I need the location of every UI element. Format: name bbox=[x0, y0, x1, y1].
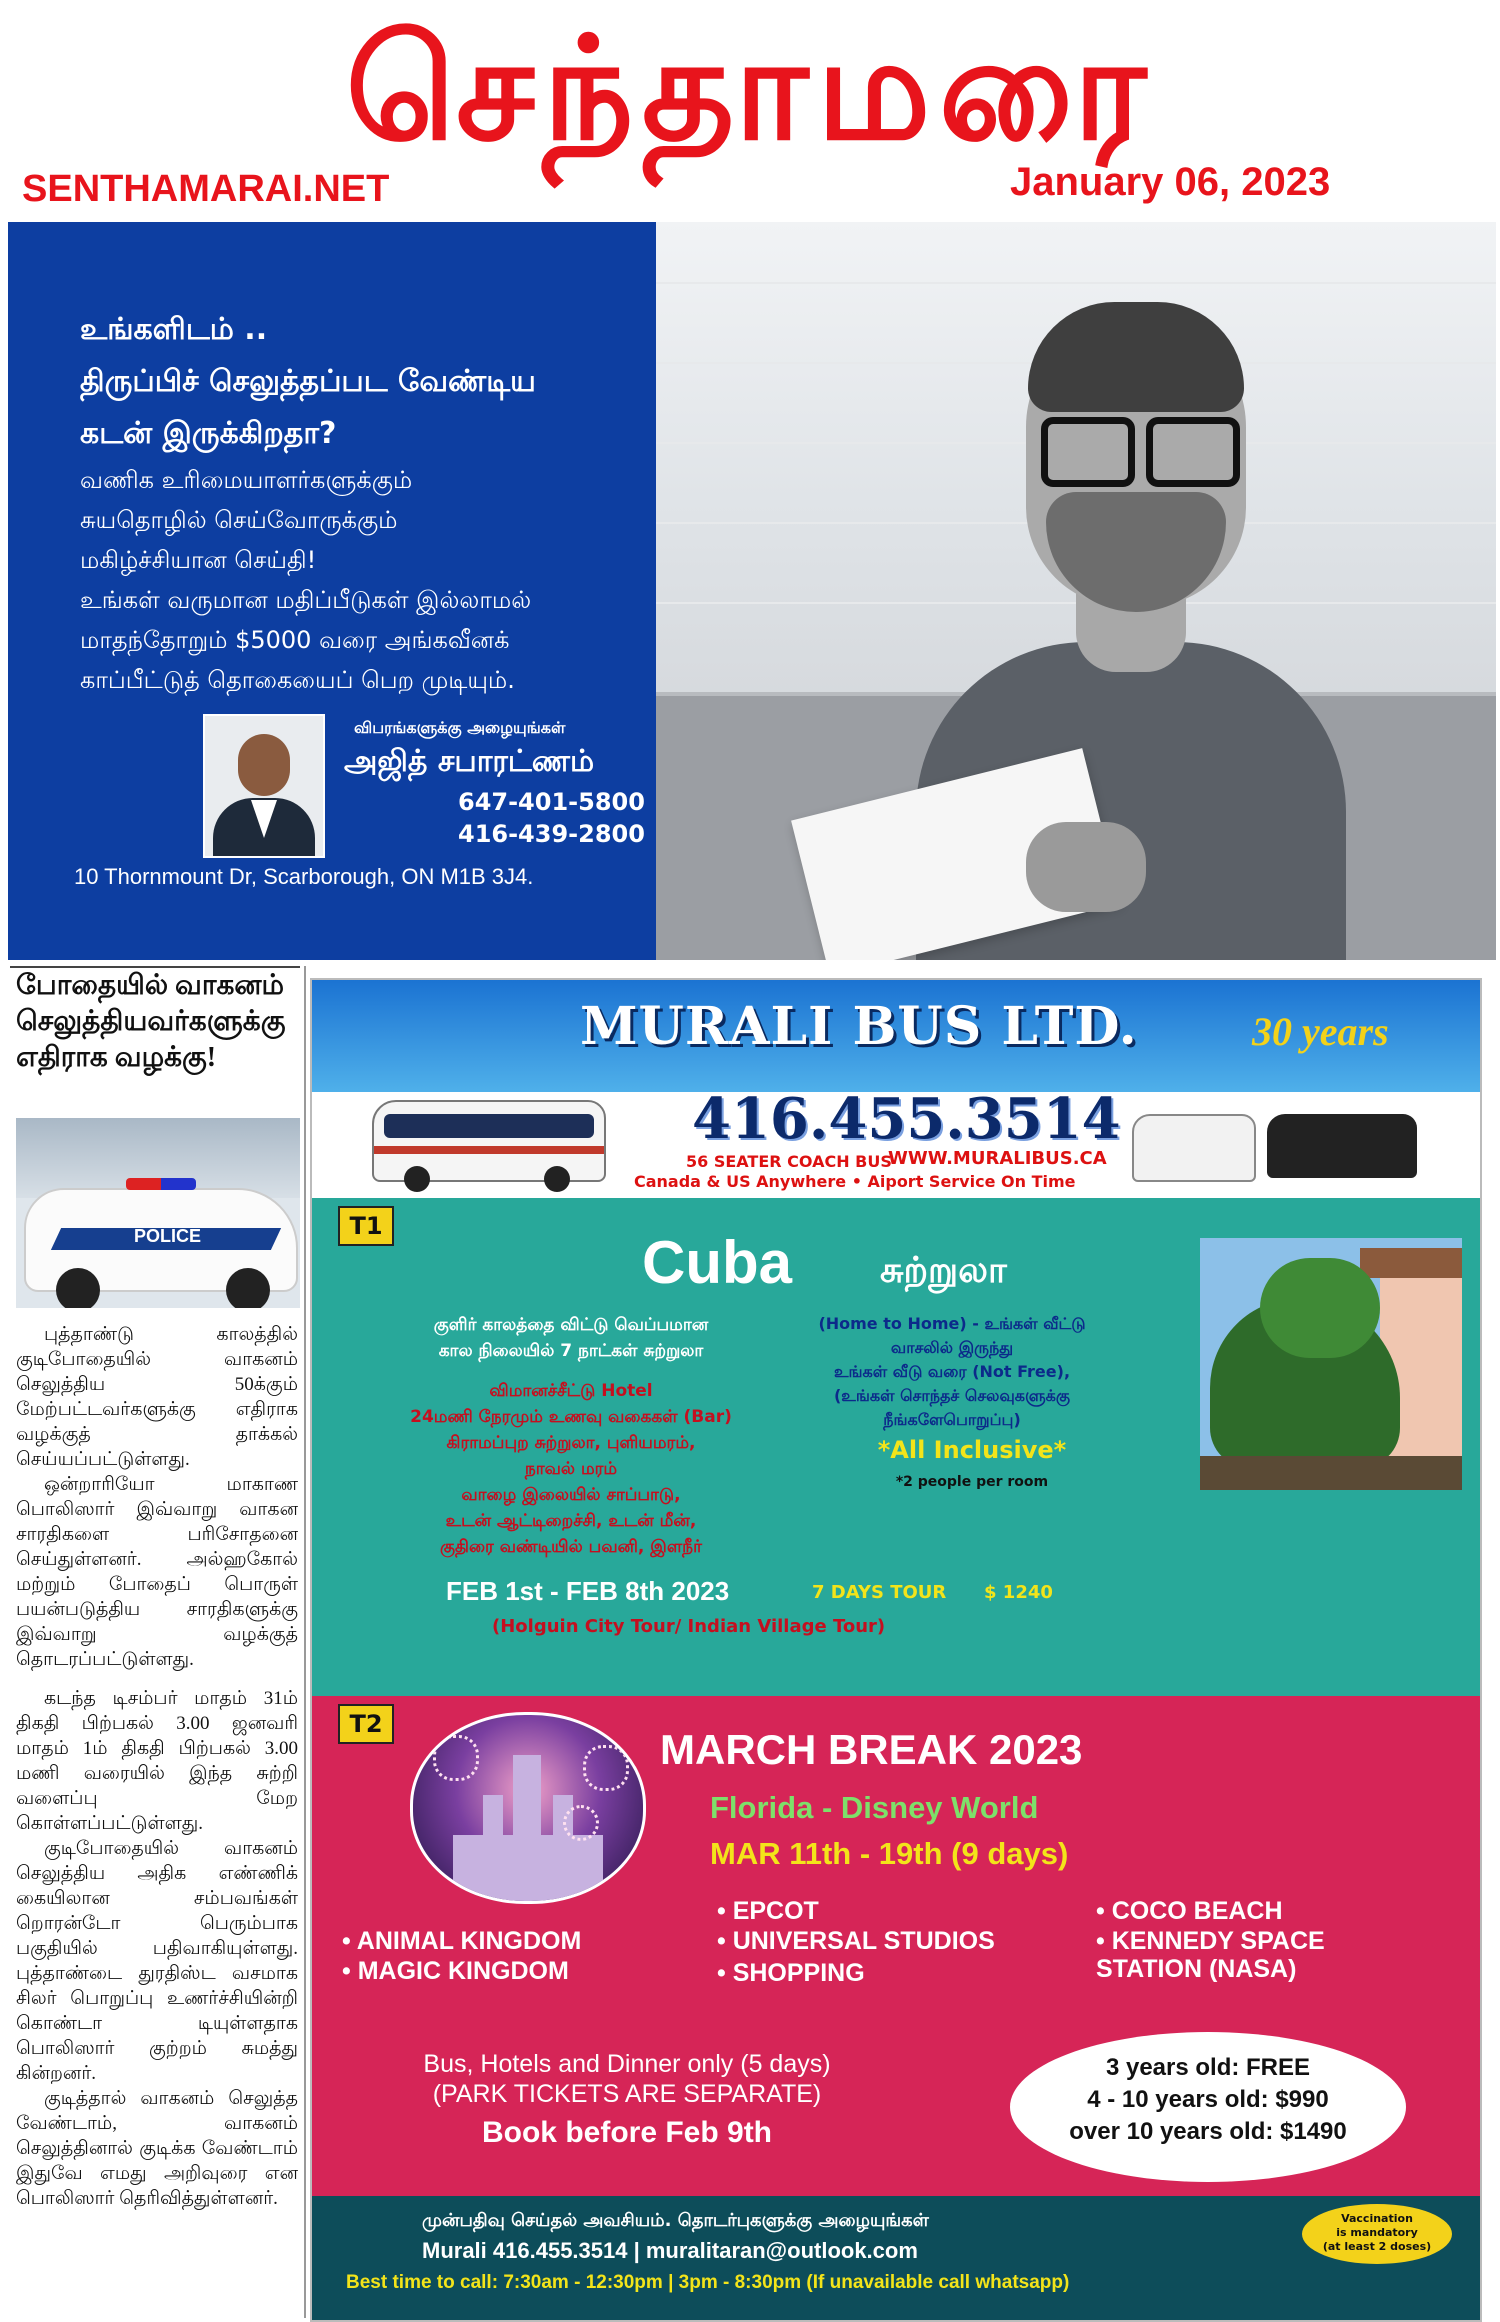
loan-advertisement bbox=[8, 222, 1496, 960]
price-line: 4 - 10 years old: $990 bbox=[1087, 2086, 1329, 2113]
news-article bbox=[10, 966, 300, 2318]
tour-feature-line: வாழை இலையில் சாப்பாடு, bbox=[461, 1485, 681, 1505]
tour-duration: 7 DAYS TOUR bbox=[812, 1582, 947, 1603]
loan-ad-text bbox=[80, 304, 640, 700]
tour-feature-line: குதிரை வண்டியில் பவனி, இளநீர் bbox=[440, 1537, 702, 1557]
loan-headline-line: திருப்பிச் செலுத்தப்பட வேண்டிய bbox=[80, 364, 536, 399]
loan-body-line: உங்கள் வருமான மதிப்பீடுகள் இல்லாமல் bbox=[80, 586, 532, 614]
price-line: 3 years old: FREE bbox=[1105, 2054, 1311, 2081]
attraction-item: • EPCOT bbox=[717, 1897, 819, 1925]
tour-feature-line: கிராமப்புற சுற்றுலா, புளியமரம், bbox=[446, 1433, 696, 1453]
all-inclusive-label: *All Inclusive* bbox=[877, 1436, 1067, 1464]
van-image bbox=[1132, 1114, 1256, 1182]
tour-dates: MAR 11th - 19th (9 days) bbox=[710, 1836, 1069, 1871]
company-phone[interactable]: 416.455.3514 bbox=[692, 1086, 1121, 1152]
price-line: over 10 years old: $1490 bbox=[1069, 2118, 1347, 2145]
issue-date: January 06, 2023 bbox=[1010, 160, 1331, 204]
police-car-photo bbox=[16, 1118, 300, 1308]
attraction-item: • SHOPPING bbox=[717, 1959, 865, 1987]
booking-notice: முன்பதிவு செய்தல் அவசியம். தொடர்புகளுக்கு அழையுங்கள் bbox=[422, 2210, 929, 2231]
contact-phone[interactable]: 416-439-2800 bbox=[458, 820, 645, 848]
suv-image bbox=[1267, 1114, 1417, 1178]
article-body bbox=[16, 1686, 298, 2211]
article-paragraph: குடிபோதையில் வாகனம் செலுத்திய அதிக எண்ணிக் கையிலான சம்பவங்கள் றொரன்டோ பெரும்பாக பகுதியில் பதிவாகியுள்ளது. புத்தாண்டை துரதிஸ்ட வசமாக சிலர் பொறுப்பு உணர்ச்சியின்றி கொண்டா டியுள்ளதாக பொலிஸார் குற்றம் சுமத்து கின்றனர். bbox=[16, 1838, 298, 2084]
tour-cuba-section bbox=[312, 1198, 1480, 1696]
contact-avatar bbox=[203, 714, 325, 858]
bus-strip bbox=[312, 1086, 1480, 1198]
tour-tag: T1 bbox=[338, 1206, 394, 1246]
price-oval bbox=[1010, 2032, 1406, 2182]
attraction-item: • ANIMAL KINGDOM bbox=[342, 1927, 582, 1955]
vaccine-line: Vaccination bbox=[1341, 2212, 1413, 2225]
attraction-item: • MAGIC KINGDOM bbox=[342, 1957, 569, 1985]
article-body bbox=[16, 1322, 298, 1672]
call-hours: Best time to call: 7:30am - 12:30pm | 3pm - 8:30pm (If unavailable call whatsapp) bbox=[346, 2272, 1070, 2293]
company-website[interactable]: WWW.MURALIBUS.CA bbox=[888, 1148, 1107, 1169]
disney-castle-image bbox=[410, 1712, 646, 1904]
tour-title-tamil: சுற்றுலா bbox=[880, 1250, 1007, 1291]
tour-highlights bbox=[326, 1312, 816, 1560]
tour-feature-line: உடன் ஆட்டிறைச்சி, உடன் மீன், bbox=[445, 1511, 697, 1531]
article-paragraph: புத்தாண்டு காலத்தில் குடிபோதையில் வாகனம் செலுத்திய 50க்கும் மேற்பட்டவர்களுக்கு எதிராக வழக்குத் தாக்கல் செய்யப்பட்டுள்ளது. bbox=[16, 1324, 298, 1470]
tour-march-break-section bbox=[312, 1696, 1480, 2196]
tour-itinerary: (Holguin City Tour/ Indian Village Tour) bbox=[492, 1616, 886, 1637]
vaccination-badge bbox=[1302, 2204, 1452, 2264]
tour-price: $ 1240 bbox=[984, 1582, 1053, 1603]
attraction-item: • UNIVERSAL STUDIOS bbox=[717, 1927, 995, 1955]
divider bbox=[10, 966, 300, 968]
coach-bus-image bbox=[372, 1100, 606, 1182]
attraction-item: • KENNEDY SPACE bbox=[1096, 1927, 1325, 1955]
transport-line: உங்கள் வீடு வரை (Not Free), bbox=[833, 1362, 1071, 1381]
loan-headline-line: கடன் இருக்கிறதா? bbox=[80, 416, 337, 451]
attraction-item: STATION (NASA) bbox=[1096, 1955, 1297, 1983]
attraction-item: • COCO BEACH bbox=[1096, 1897, 1283, 1925]
tour-dates: FEB 1st - FEB 8th 2023 bbox=[446, 1576, 730, 1606]
years-badge: 30 years bbox=[1252, 1009, 1389, 1054]
transport-line: வாசலில் இருந்து bbox=[890, 1338, 1014, 1357]
article-paragraph: குடித்தால் வாகனம் செலுத்த வேண்டாம், வாகனம் செலுத்தினால் குடிக்க வேண்டாம் இதுவே எமது அறிவுரை என பொலிஸார் தெரிவித்துள்ளனர். bbox=[16, 2088, 298, 2209]
loan-body-line: மாதந்தோறும் $5000 வரை அங்கவீனக் bbox=[80, 626, 510, 654]
tour-intro-line: கால நிலையில் 7 நாட்கள் சுற்றுலா bbox=[438, 1341, 704, 1361]
vaccine-line: is mandatory bbox=[1336, 2226, 1418, 2239]
tour-transport-info bbox=[802, 1312, 1102, 1432]
loan-body-line: மகிழ்ச்சியான செய்தி! bbox=[80, 546, 317, 574]
newspaper-title: செந்தாமரை bbox=[345, 7, 1155, 172]
contact-address: 10 Thornmount Dr, Scarborough, ON M1B 3J4. bbox=[74, 864, 534, 889]
loan-headline-line: உங்களிடம் .. bbox=[80, 312, 268, 347]
loan-body-line: காப்பீட்டுத் தொகையைப் பெற முடியும். bbox=[80, 666, 515, 694]
tour-feature-line: 24மணி நேரமும் உணவு வகைகள் (Bar) bbox=[410, 1407, 732, 1427]
tour-subtitle: Florida - Disney World bbox=[710, 1790, 1039, 1825]
ad-footer bbox=[312, 2196, 1480, 2320]
transport-line: நீங்களேபொறுப்பு) bbox=[883, 1410, 1021, 1429]
tour-feature-line: நாவல் மரம் bbox=[524, 1459, 618, 1479]
package-info: Bus, Hotels and Dinner only (5 days) bbox=[423, 2050, 831, 2078]
cuba-village-photo bbox=[1200, 1238, 1462, 1490]
tour-title: MARCH BREAK 2023 bbox=[660, 1726, 1083, 1773]
booking-deadline: Book before Feb 9th bbox=[481, 2116, 773, 2149]
per-room-note: *2 people per room bbox=[895, 1474, 1049, 1490]
service-line: Canada & US Anywhere • Aiport Service On Time bbox=[634, 1172, 1076, 1191]
contact-phone[interactable]: 647-401-5800 bbox=[458, 788, 645, 816]
column-divider bbox=[304, 966, 306, 2318]
contact-name: அஜித் சபாரட்ணம் bbox=[344, 744, 595, 779]
tour-intro-line: குளிர் காலத்தை விட்டு வெப்பமான bbox=[433, 1315, 709, 1335]
article-paragraph: ஒன்றாரியோ மாகாண பொலிஸார் இவ்வாறு வாகன சாரதிகளை பரிசோதனை செய்துள்ளனர். அல்ஹகோல் மற்றும் போதைப் பொருள் பயன்படுத்திய சாரதிகளுக்கு இவ்வாறு வழக்குத் தொடரப்பட்டுள்ளது. bbox=[16, 1474, 298, 1670]
article-paragraph: கடந்த டிசம்பர் மாதம் 31ம் திகதி பிற்பகல் 3.00 ஜனவரி மாதம் 1ம் திகதி பிற்பகல் 3.00 மணி வரையில் இந்த சுற்றி வளைப்பு மேற கொள்ளப்பட்டுள்ளது. bbox=[16, 1688, 298, 1834]
transport-line: (உங்கள் சொந்தச் செலவுகளுக்கு bbox=[833, 1386, 1070, 1405]
tour-title: Cuba bbox=[642, 1229, 792, 1296]
vaccine-line: (at least 2 doses) bbox=[1322, 2240, 1432, 2253]
company-name: MURALI BUS LTD. bbox=[580, 996, 1138, 1057]
man-reading-letter-photo bbox=[656, 222, 1496, 960]
tour-tag: T2 bbox=[338, 1704, 394, 1744]
article-headline: போதையில் வாகனம் செலுத்தியவர்களுக்கு எதிராக வழக்கு! bbox=[16, 970, 286, 1073]
call-label: விபரங்களுக்கு அழையுங்கள் bbox=[354, 718, 566, 737]
footer-contact[interactable]: Murali 416.455.3514 | muralitaran@outlook.com bbox=[422, 2238, 918, 2263]
loan-body-line: வணிக உரிமையாளர்களுக்கும் bbox=[80, 466, 413, 494]
website-link[interactable]: SENTHAMARAI.NET bbox=[22, 168, 390, 210]
ad-header bbox=[312, 980, 1480, 1092]
murali-bus-advertisement bbox=[310, 978, 1482, 2322]
transport-line: (Home to Home) - உங்கள் வீட்டு bbox=[818, 1314, 1086, 1333]
loan-body-line: சுயதொழில் செய்வோருக்கும் bbox=[80, 506, 398, 534]
park-ticket-note: (PARK TICKETS ARE SEPARATE) bbox=[432, 2080, 822, 2108]
police-car-label: POLICE bbox=[134, 1226, 202, 1246]
coach-label: 56 SEATER COACH BUS bbox=[686, 1152, 892, 1171]
tour-feature-line: விமானச்சீட்டு Hotel bbox=[489, 1381, 653, 1401]
